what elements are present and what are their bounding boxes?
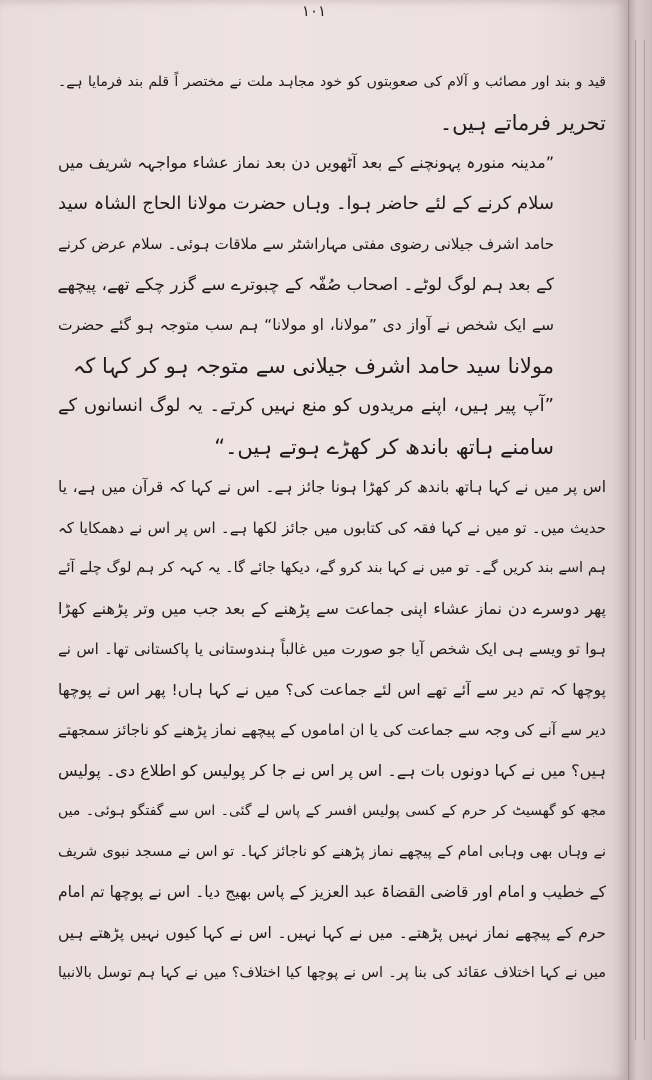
text-line: میں نے کہا اختلاف عقائد کی بنا پر۔ اس نے پوچھا کیا اختلاف؟ میں نے کہا ہم توسل بالانبیا: [58, 965, 606, 981]
text-line: تحریر فرماتے ہیں۔: [439, 110, 606, 135]
text-line: حامد اشرف جیلانی رضوی مفتی مہاراشٹر سے ملاقات ہوئی۔ سلام عرض کرنے: [58, 235, 554, 253]
page-edge-line: [635, 40, 636, 1040]
text-line: ”مدینہ منورہ پہونچنے کے بعد آٹھویں دن بعد نماز عشاء مواجہہ شریف میں: [58, 153, 554, 172]
text-line: سلام کرنے کے لئے حاضر ہوا۔ وہاں حضرت مولانا الحاج الشاہ سید: [58, 192, 554, 214]
text-line: اس پر میں نے کہا ہاتھ باندھ کر کھڑا ہونا جائز ہے۔ اس نے کہا کہ قرآن میں ہے، یا: [58, 478, 606, 496]
text-line: ہیں؟ میں نے کہا دونوں بات ہے۔ اس پر اس نے جا کر پولیس کو اطلاع دی۔ پولیس: [58, 760, 606, 780]
text-line: ہوا تو ویسے ہی ایک شخص آیا جو صورت میں غالباً ہندوستانی یا پاکستانی تھا۔ اس نے: [58, 640, 606, 658]
text-line: نے وہاں بھی وہابی امام کے پیچھے نماز پڑھنے کو ناجائز کہا۔ تو اس نے مسجد نبوی شریف: [58, 843, 606, 860]
text-line: کے بعد ہم لوگ لوٹے۔ اصحاب صُفّہ کے چبوترے سے گزر چکے تھے، پیچھے: [58, 274, 554, 295]
text-line: سامنے ہاتھ باندھ کر کھڑے ہوتے ہیں۔“: [214, 434, 554, 459]
text-line: حرم کے پیچھے نماز نہیں پڑھتے۔ میں نے کہا نہیں۔ اس نے کہا کیوں نہیں پڑھتے ہیں: [58, 923, 606, 942]
text-line: پوچھا کہ تم دیر سے آئے تھے اس لئے جماعت کی؟ میں نے کہا ہاں! پھر اس نے پوچھا: [58, 680, 606, 699]
text-line: مولانا سید حامد اشرف جیلانی سے متوجہ ہو کر کہا کہ: [72, 353, 554, 378]
text-line: سے ایک شخص نے آواز دی ”مولانا، او مولانا“ ہم سب متوجہ ہو گئے حضرت: [58, 316, 554, 334]
text-line: قید و بند اور مصائب و آلام کی صعوبتوں کو خود مجاہد ملت نے مختصر اً قلم بند فرمایا ہے۔: [58, 74, 606, 90]
text-line: کے خطیب و امام اور قاضی القضاۃ عبد العزیز کے پاس بھیج دیا۔ اس نے پوچھا تم امام: [58, 883, 606, 901]
adjacent-page-edge: [628, 0, 652, 1080]
urdu-text-body: [58, 62, 606, 994]
text-line: ہم اسے بند کریں گے۔ تو میں نے کہا بند کرو گے، دیکھا جائے گا۔ یہ کہہ کر ہم لوگ چلے آئے: [58, 560, 606, 576]
text-line: پھر دوسرے دن نماز عشاء اپنی جماعت سے پڑھنے کے بعد جب میں وتر پڑھنے کھڑا: [58, 598, 606, 618]
page-edge-line: [644, 40, 645, 1040]
text-line: دیر سے آنے کی وجہ سے جماعت کی یا ان اماموں کے پیچھے نماز پڑھنے کو ناجائز سمجھتے: [58, 721, 606, 739]
text-line: حدیث میں۔ تو میں نے کہا فقہ کی کتابوں میں جائز لکھا ہے۔ اس پر اس نے دھمکایا کہ: [58, 518, 606, 537]
text-line: ”آپ پیر ہیں، اپنے مریدوں کو منع نہیں کرتے۔ یہ لوگ انسانوں کے: [58, 395, 554, 416]
page-number: ۱۰۱: [301, 2, 327, 20]
text-line: مجھ کو گھسیٹ کر حرم کے کسی پولیس افسر کے پاس لے گئی۔ اس سے گفتگو ہوئی۔ میں: [58, 803, 606, 819]
